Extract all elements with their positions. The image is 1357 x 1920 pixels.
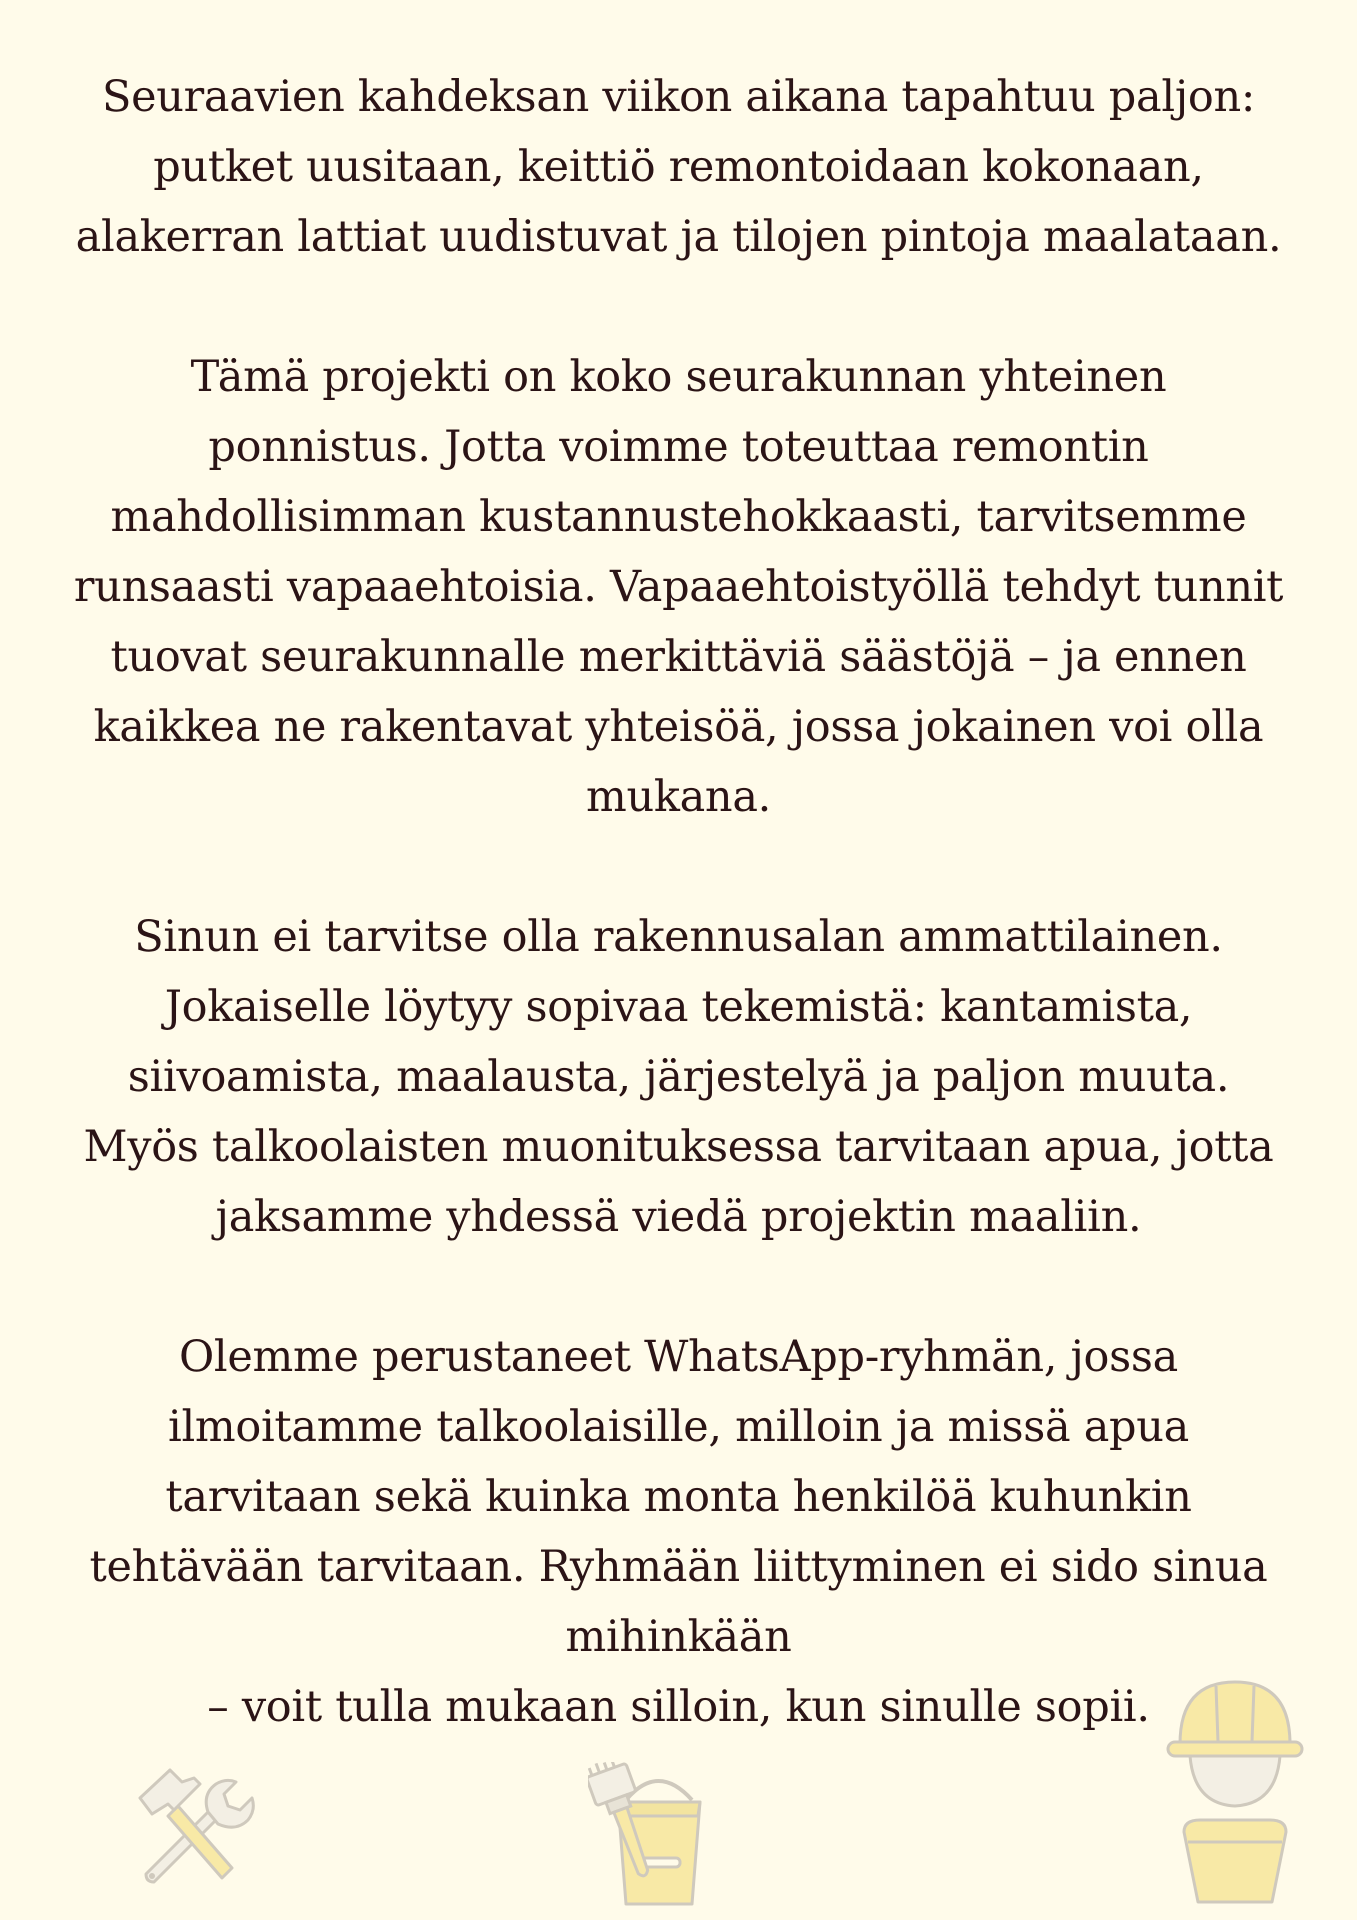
text-line: tuovat seurakunnalle merkittäviä säästöjä – ja ennen <box>110 632 1247 682</box>
text-line: Sinun ei tarvitse olla rakennusalan ammattilainen. <box>134 912 1223 962</box>
text-line: Tämä projekti on koko seurakunnan yhteinen <box>190 352 1167 402</box>
text-line: alakerran lattiat uudistuvat ja tilojen pintoja maalataan. <box>75 212 1282 262</box>
text-line: Jokaiselle löytyy sopivaa tekemistä: kantamista, <box>164 982 1193 1032</box>
paint-bucket-brush-icon <box>588 1762 716 1910</box>
text-line: Myös talkoolaisten muonituksessa tarvitaan apua, jotta <box>83 1122 1274 1172</box>
paragraph-intro <box>40 62 1317 272</box>
text-line: putket uusitaan, keittiö remontoidaan kokonaan, <box>153 142 1204 192</box>
text-line: mukana. <box>585 772 772 822</box>
text-line: Seuraavien kahdeksan viikon aikana tapahtuu paljon: <box>101 72 1256 122</box>
paragraph-tasks <box>40 902 1317 1252</box>
text-line: mahdollisimman kustannustehokkaasti, tarvitsemme <box>110 492 1247 542</box>
text-line: Olemme perustaneet WhatsApp-ryhmän, jossa <box>178 1332 1179 1382</box>
hammer-wrench-icon <box>128 1762 260 1894</box>
text-line: kaikkea ne rakentavat yhteisöä, jossa jokainen voi olla <box>93 702 1264 752</box>
text-line: jaksamme yhdessä viedä projektin maaliin. <box>215 1192 1142 1242</box>
text-line: siivoamista, maalausta, järjestelyä ja paljon muuta. <box>127 1052 1230 1102</box>
construction-worker-icon <box>1160 1672 1310 1908</box>
text-line: tehtävään tarvitaan. Ryhmään liittyminen ei sido sinua <box>89 1542 1268 1592</box>
text-line: tarvitaan sekä kuinka monta henkilöä kuhunkin <box>165 1472 1192 1522</box>
body-text <box>40 62 1317 1812</box>
text-line: ponnistus. Jotta voimme toteuttaa remontin <box>208 422 1149 472</box>
text-line: runsaasti vapaaehtoisia. Vapaaehtoistyöllä tehdyt tunnit <box>73 562 1284 612</box>
text-line: ilmoitamme talkoolaisille, milloin ja missä apua <box>168 1402 1189 1452</box>
paragraph-project <box>40 342 1317 832</box>
text-line: – voit tulla mukaan silloin, kun sinulle sopii. <box>207 1682 1150 1732</box>
paragraph-whatsapp <box>40 1322 1317 1742</box>
text-line: mihinkään <box>565 1612 792 1662</box>
